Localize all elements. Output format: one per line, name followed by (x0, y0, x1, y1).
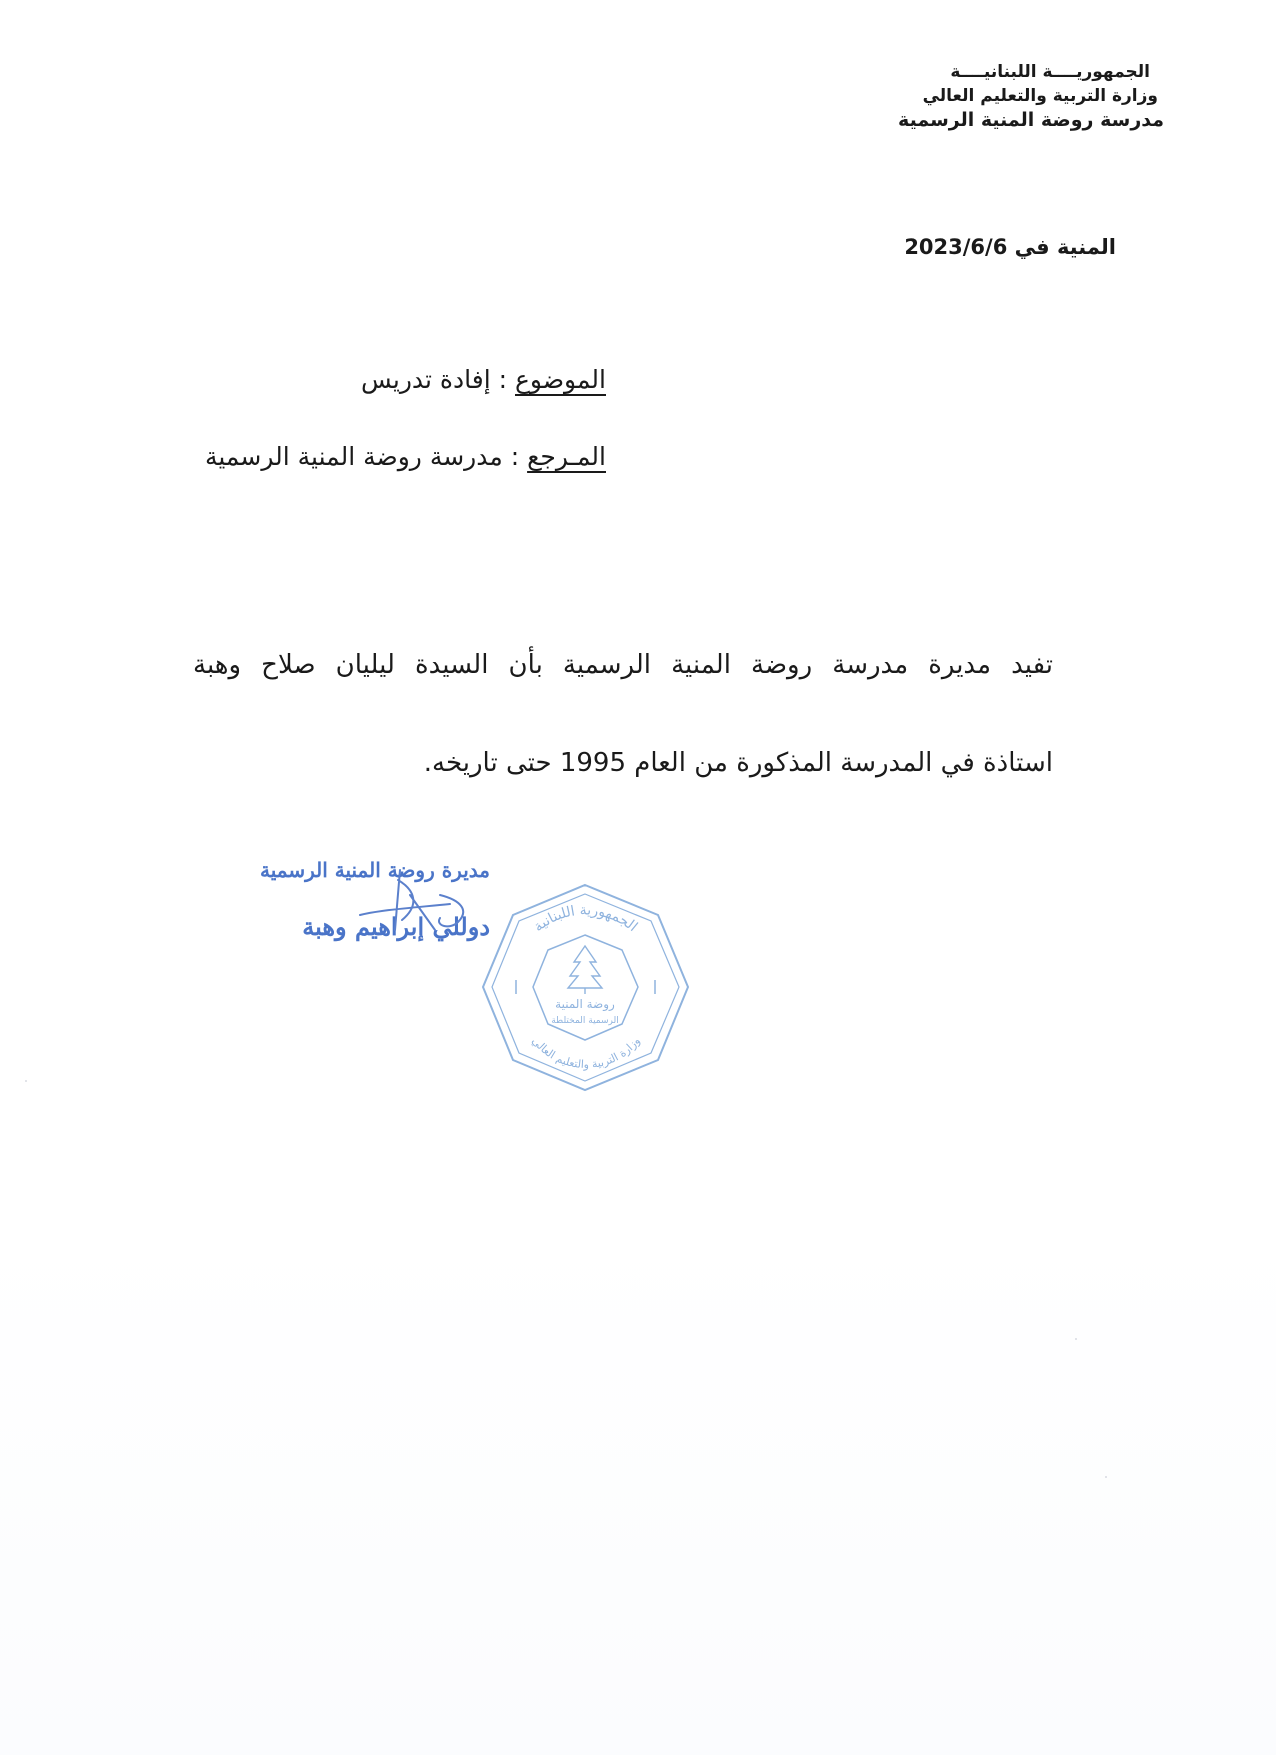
paper-speck (1075, 1338, 1077, 1340)
letterhead-republic: الجمهوريــــة اللبنانيــــة (950, 62, 1150, 82)
subject-label: الموضوع (515, 365, 606, 394)
paper-speck (1105, 1476, 1107, 1478)
letterhead-school: مدرسة روضة المنية الرسمية (898, 109, 1164, 131)
seal-inner-line-1: روضة المنية (555, 997, 615, 1011)
signature-title: مديرة روضة المنية الرسمية (260, 858, 490, 882)
reference-line (205, 442, 606, 471)
cedar-icon (568, 946, 602, 988)
body-line-2: استاذة في المدرسة المذكورة من العام 1995 حتى تاريخه. (423, 748, 1053, 778)
date-value: 2023/6/6 (904, 235, 1008, 259)
body-line-1: تفيد مديرة مدرسة روضة المنية الرسمية بأن السيدة ليليان صلاح وهبة (193, 650, 1053, 680)
letterhead (744, 60, 1164, 132)
seal-outer-text: الجمهورية اللبنانية (530, 902, 641, 936)
reference-separator: : (502, 442, 528, 471)
subject-separator: : (490, 365, 515, 394)
official-seal (478, 880, 693, 1095)
subject-value: إفادة تدريس (360, 365, 491, 394)
handwritten-signature (340, 860, 500, 950)
paper-speck (25, 1080, 27, 1082)
letterhead-ministry: وزارة التربية والتعليم العالي (922, 86, 1158, 106)
reference-label: المـرجع (527, 442, 606, 471)
document-date (904, 235, 1116, 259)
seal-bottom-text: وزارة التربية والتعليم العالي (529, 1034, 643, 1072)
reference-value: مدرسة روضة المنية الرسمية (204, 442, 503, 471)
date-label: المنية في (1014, 235, 1116, 259)
signature-name: دوللي إبراهيم وهبة (302, 912, 490, 941)
seal-inner-line-2: الرسمية المختلطة (551, 1016, 619, 1026)
subject-line (361, 365, 606, 394)
